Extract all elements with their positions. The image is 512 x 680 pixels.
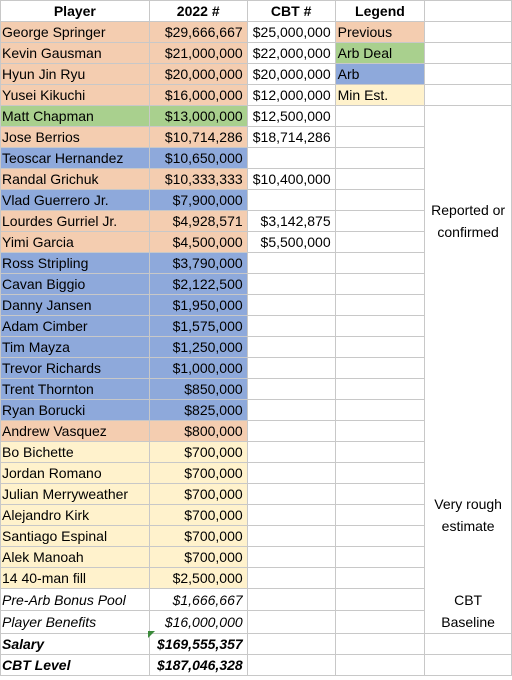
empty-cell[interactable] [335, 484, 425, 505]
empty-cell[interactable] [335, 611, 425, 633]
empty-cell[interactable] [425, 22, 512, 43]
footer-value[interactable]: $169,555,357 [149, 633, 247, 654]
empty-cell[interactable] [335, 148, 425, 169]
empty-cell[interactable] [425, 295, 512, 316]
empty-cell[interactable] [425, 463, 512, 484]
player-cell[interactable]: Cavan Biggio [1, 274, 150, 295]
player-cell[interactable]: Teoscar Hernandez [1, 148, 150, 169]
empty-cell[interactable] [425, 654, 512, 675]
pre-arb-bonus-row [1, 589, 512, 611]
footer-label[interactable]: CBT Level [1, 654, 150, 675]
empty-cell[interactable] [335, 400, 425, 421]
cbt-cell[interactable]: $5,500,000 [247, 232, 335, 253]
empty-cell[interactable] [335, 442, 425, 463]
player-cell[interactable]: Hyun Jin Ryu [1, 64, 150, 85]
cbt-cell[interactable]: $22,000,000 [247, 43, 335, 64]
player-cell[interactable]: Alek Manoah [1, 547, 150, 568]
empty-cell[interactable] [425, 1, 512, 22]
cbt-cell[interactable] [247, 148, 335, 169]
player-cell[interactable]: Lourdes Gurriel Jr. [1, 211, 150, 232]
salary-cell[interactable]: $21,000,000 [149, 43, 247, 64]
table-row [1, 379, 512, 400]
empty-cell[interactable] [425, 442, 512, 463]
player-cell[interactable]: Julian Merryweather [1, 484, 150, 505]
salary-cell[interactable]: $700,000 [149, 505, 247, 526]
salary-cell[interactable]: $700,000 [149, 526, 247, 547]
salary-cell[interactable]: $825,000 [149, 400, 247, 421]
empty-cell[interactable] [425, 148, 512, 169]
player-cell[interactable]: Kevin Gausman [1, 43, 150, 64]
cbt-cell[interactable] [247, 484, 335, 505]
table-row [1, 547, 512, 568]
salary-cell[interactable]: $700,000 [149, 484, 247, 505]
cbt-baseline-note[interactable]: CBT Baseline [425, 589, 512, 634]
legend-arb-deal[interactable]: Arb Deal [335, 43, 425, 64]
cbt-header[interactable]: CBT # [247, 1, 335, 22]
cbt-cell[interactable] [247, 190, 335, 211]
salary-cell[interactable]: $1,950,000 [149, 295, 247, 316]
cbt-cell[interactable]: $20,000,000 [247, 64, 335, 85]
footer-label[interactable]: Salary [1, 633, 150, 654]
salary-cell[interactable]: $13,000,000 [149, 106, 247, 127]
salary-cell[interactable]: $700,000 [149, 547, 247, 568]
empty-cell[interactable] [335, 337, 425, 358]
table-row [1, 64, 512, 85]
cbt-cell[interactable] [247, 442, 335, 463]
legend-min-est[interactable]: Min Est. [335, 85, 425, 106]
cbt-cell[interactable]: $12,000,000 [247, 85, 335, 106]
player-cell[interactable]: Yusei Kikuchi [1, 85, 150, 106]
table-row [1, 400, 512, 421]
player-cell[interactable]: Trent Thornton [1, 379, 150, 400]
empty-cell[interactable] [335, 274, 425, 295]
table-row [1, 253, 512, 274]
player-cell[interactable]: Vlad Guerrero Jr. [1, 190, 150, 211]
salary-total-row [1, 633, 512, 654]
empty-cell[interactable] [335, 654, 425, 675]
player-cell[interactable]: Matt Chapman [1, 106, 150, 127]
empty-cell[interactable] [335, 316, 425, 337]
empty-cell[interactable] [335, 232, 425, 253]
table-row [1, 190, 512, 211]
salary-cell[interactable]: $2,500,000 [149, 568, 247, 589]
empty-cell[interactable] [425, 421, 512, 442]
salary-cell[interactable]: $1,250,000 [149, 337, 247, 358]
table-row [1, 442, 512, 463]
empty-cell[interactable] [335, 463, 425, 484]
footer-value[interactable]: $187,046,328 [149, 654, 247, 675]
cbt-cell[interactable] [247, 253, 335, 274]
player-cell[interactable]: Danny Jansen [1, 295, 150, 316]
empty-cell[interactable] [425, 633, 512, 654]
table-row [1, 568, 512, 589]
empty-cell[interactable] [335, 421, 425, 442]
y2022-header[interactable]: 2022 # [149, 1, 247, 22]
table-row [1, 295, 512, 316]
table-row [1, 316, 512, 337]
salary-cell[interactable]: $800,000 [149, 421, 247, 442]
empty-cell[interactable] [335, 505, 425, 526]
table-row [1, 148, 512, 169]
empty-cell[interactable] [425, 169, 512, 190]
cbt-cell[interactable] [247, 316, 335, 337]
empty-cell[interactable] [335, 190, 425, 211]
player-cell[interactable]: Jordan Romano [1, 463, 150, 484]
footer-label[interactable]: Player Benefits [1, 611, 150, 633]
cbt-cell[interactable] [247, 295, 335, 316]
table-row [1, 358, 512, 379]
empty-cell[interactable] [247, 654, 335, 675]
empty-cell[interactable] [335, 589, 425, 611]
table-row [1, 127, 512, 148]
salary-cell[interactable]: $16,000,000 [149, 85, 247, 106]
player-cell[interactable]: Tim Mayza [1, 337, 150, 358]
player-cell[interactable]: Santiago Espinal [1, 526, 150, 547]
table-row [1, 274, 512, 295]
cbt-level-row [1, 654, 512, 675]
salary-cell[interactable]: $700,000 [149, 442, 247, 463]
empty-cell[interactable] [425, 106, 512, 127]
empty-cell[interactable] [425, 379, 512, 400]
player-cell[interactable]: Ross Stripling [1, 253, 150, 274]
salary-cell[interactable]: $1,575,000 [149, 316, 247, 337]
salary-cell[interactable]: $2,122,500 [149, 274, 247, 295]
cbt-cell[interactable] [247, 568, 335, 589]
player-cell[interactable]: George Springer [1, 22, 150, 43]
empty-cell[interactable] [425, 253, 512, 274]
salary-cell[interactable]: $10,650,000 [149, 148, 247, 169]
empty-cell[interactable] [335, 547, 425, 568]
empty-cell[interactable] [425, 274, 512, 295]
empty-cell[interactable] [335, 106, 425, 127]
cbt-cell[interactable] [247, 274, 335, 295]
footer-label[interactable]: Pre-Arb Bonus Pool [1, 589, 150, 611]
footer-value[interactable]: $16,000,000 [149, 611, 247, 633]
cbt-cell[interactable]: $12,500,000 [247, 106, 335, 127]
salary-cell[interactable]: $29,666,667 [149, 22, 247, 43]
legend-previous[interactable]: Previous [335, 22, 425, 43]
empty-cell[interactable] [247, 633, 335, 654]
empty-cell[interactable] [335, 253, 425, 274]
cbt-cell[interactable]: $25,000,000 [247, 22, 335, 43]
player-cell[interactable]: Randal Grichuk [1, 169, 150, 190]
table-row [1, 85, 512, 106]
empty-cell[interactable] [247, 611, 335, 633]
table-row [1, 337, 512, 358]
empty-cell[interactable] [335, 295, 425, 316]
footer-value[interactable]: $1,666,667 [149, 589, 247, 611]
rough-estimate-note[interactable]: Very rough estimate [425, 484, 512, 547]
empty-cell[interactable] [425, 358, 512, 379]
player-header[interactable]: Player [1, 1, 150, 22]
player-cell[interactable]: 14 40-man fill [1, 568, 150, 589]
legend-header[interactable]: Legend [335, 1, 425, 22]
empty-cell[interactable] [425, 85, 512, 106]
table-row [1, 463, 512, 484]
empty-cell[interactable] [425, 547, 512, 568]
salary-cell[interactable]: $700,000 [149, 463, 247, 484]
empty-cell[interactable] [335, 211, 425, 232]
player-cell[interactable]: Alejandro Kirk [1, 505, 150, 526]
salary-cell[interactable]: $3,790,000 [149, 253, 247, 274]
cbt-cell[interactable]: $10,400,000 [247, 169, 335, 190]
player-cell[interactable]: Adam Cimber [1, 316, 150, 337]
empty-cell[interactable] [425, 400, 512, 421]
cbt-cell[interactable] [247, 505, 335, 526]
player-cell[interactable]: Yimi Garcia [1, 232, 150, 253]
empty-cell[interactable] [335, 526, 425, 547]
empty-cell[interactable] [335, 379, 425, 400]
table-row [1, 421, 512, 442]
header-row [1, 1, 512, 22]
cbt-cell[interactable] [247, 379, 335, 400]
cbt-cell[interactable] [247, 526, 335, 547]
empty-cell[interactable] [247, 589, 335, 611]
salary-cell[interactable]: $20,000,000 [149, 64, 247, 85]
cbt-cell[interactable] [247, 547, 335, 568]
cbt-cell[interactable] [247, 421, 335, 442]
cbt-cell[interactable] [247, 358, 335, 379]
cbt-cell[interactable] [247, 400, 335, 421]
empty-cell[interactable] [425, 316, 512, 337]
empty-cell[interactable] [425, 64, 512, 85]
empty-cell[interactable] [335, 127, 425, 148]
salary-cell[interactable]: $10,333,333 [149, 169, 247, 190]
empty-cell[interactable] [335, 633, 425, 654]
comment-indicator-icon [148, 631, 155, 638]
player-cell[interactable]: Ryan Borucki [1, 400, 150, 421]
salary-cell[interactable]: $4,500,000 [149, 232, 247, 253]
salary-cell[interactable]: $850,000 [149, 379, 247, 400]
table-row [1, 22, 512, 43]
salary-cell[interactable]: $1,000,000 [149, 358, 247, 379]
salary-cell[interactable]: $4,928,571 [149, 211, 247, 232]
empty-cell[interactable] [335, 358, 425, 379]
reported-note[interactable]: Reported or confirmed [425, 190, 512, 253]
table-row [1, 106, 512, 127]
player-cell[interactable]: Jose Berrios [1, 127, 150, 148]
cbt-cell[interactable]: $3,142,875 [247, 211, 335, 232]
player-cell[interactable]: Trevor Richards [1, 358, 150, 379]
player-cell[interactable]: Andrew Vasquez [1, 421, 150, 442]
player-cell[interactable]: Bo Bichette [1, 442, 150, 463]
empty-cell[interactable] [335, 568, 425, 589]
table-row [1, 484, 512, 505]
empty-cell[interactable] [425, 127, 512, 148]
cbt-cell[interactable]: $18,714,286 [247, 127, 335, 148]
empty-cell[interactable] [335, 169, 425, 190]
empty-cell[interactable] [425, 337, 512, 358]
legend-arb[interactable]: Arb [335, 64, 425, 85]
cbt-cell[interactable] [247, 463, 335, 484]
cbt-cell[interactable] [247, 337, 335, 358]
table-row [1, 169, 512, 190]
salary-cell[interactable]: $7,900,000 [149, 190, 247, 211]
salary-cell[interactable]: $10,714,286 [149, 127, 247, 148]
empty-cell[interactable] [425, 568, 512, 589]
empty-cell[interactable] [425, 43, 512, 64]
table-row [1, 43, 512, 64]
